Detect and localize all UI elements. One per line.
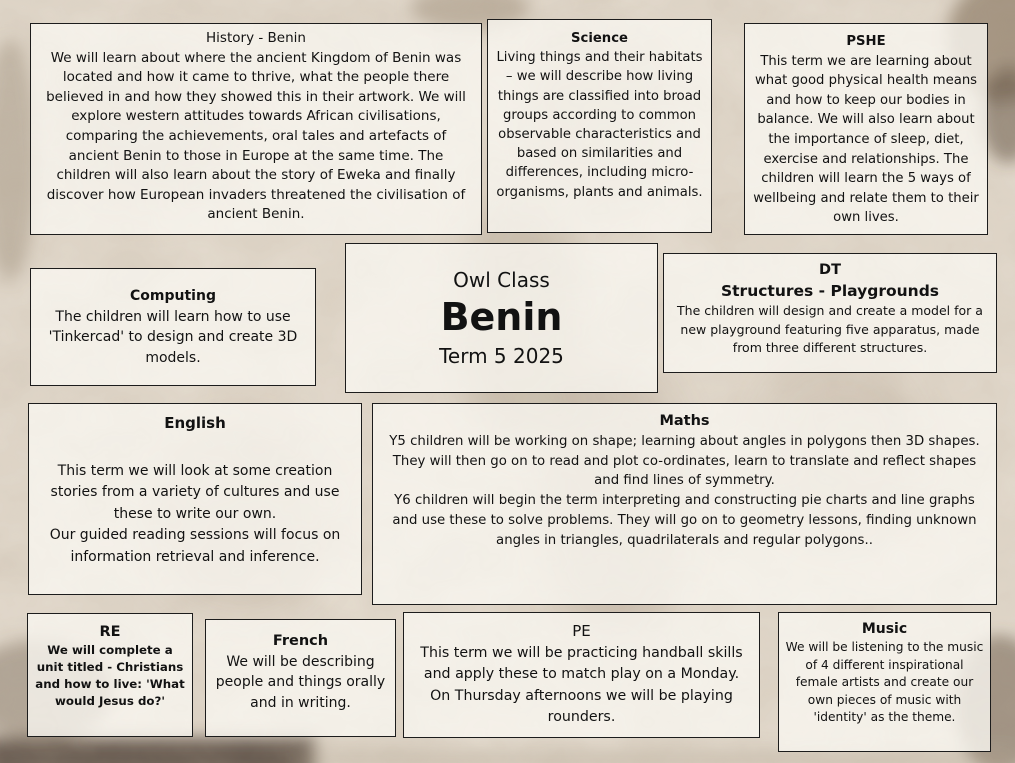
computing-title: Computing xyxy=(130,288,216,304)
re-box xyxy=(27,613,193,737)
pe-body: This term we will be practicing handball skills and apply these to match play on a Monday. On Thursday afternoons we will be playing rounders. xyxy=(420,644,743,725)
class-topic-title-box xyxy=(345,243,658,393)
re-body: We will complete a unit titled - Christians and how to live: 'What would Jesus do?' xyxy=(35,643,185,708)
english-body-1: This term we will look at some creation stories from a variety of cultures and use these to write our own. xyxy=(50,462,340,522)
english-body-2: Our guided reading sessions will focus on information retrieval and inference. xyxy=(49,527,341,565)
english-box xyxy=(28,403,362,595)
pshe-body: This term we are learning about what good physical health means and how to keep our bodies in balance. We will also learn about the importance of sleep, diet, exercise and relationships. The children will learn the 5 ways of wellbeing and relate them to their own lives. xyxy=(753,53,979,226)
computing-box xyxy=(30,268,316,386)
dt-body: The children will design and create a model for a new playground featuring five apparatus, made from three different structures. xyxy=(677,303,983,355)
maths-body-y6: Y6 children will begin the term interpreting and constructing pie charts and line graphs and use these to solve problems. They will go on to geometry lessons, finding unknown angles in triangles, quadrilaterals and regular polygons.. xyxy=(392,493,977,548)
music-box xyxy=(778,612,991,752)
dt-title: DT xyxy=(819,262,841,278)
re-title: RE xyxy=(99,624,121,640)
computing-body: The children will learn how to use 'Tinkercad' to design and create 3D models. xyxy=(48,308,298,366)
pshe-box xyxy=(744,23,988,235)
music-title: Music xyxy=(861,621,908,637)
pe-box xyxy=(403,612,760,738)
french-box xyxy=(205,619,396,737)
term-label: Term 5 2025 xyxy=(439,344,564,369)
dt-box xyxy=(663,253,997,373)
maths-box xyxy=(372,403,997,605)
science-body: Living things and their habitats – we will describe how living things are classified into broad groups according to common observable characteristics and based on similarities and differences, including micro-organisms, plants and animals. xyxy=(496,50,703,200)
dt-subtitle: Structures - Playgrounds xyxy=(720,282,940,300)
class-name: Owl Class xyxy=(453,267,550,292)
pe-title: PE xyxy=(572,622,591,640)
french-title: French xyxy=(272,633,329,649)
french-body: We will be describing people and things orally and in writing. xyxy=(215,653,386,711)
science-box xyxy=(487,19,712,233)
history-body: We will learn about where the ancient Kingdom of Benin was located and how it came to thrive, what the people there believed in and how they showed this in their artwork. We will explore western attitudes towards African civilisations, comparing the achievements, oral tales and artefacts of ancient Benin to those in Europe at the same time. The children will also learn about the story of Eweka and finally discover how European invaders threatened the civilisation of ancient Benin. xyxy=(46,49,466,223)
history-title: History - Benin xyxy=(206,30,306,46)
maths-title: Maths xyxy=(659,413,710,429)
science-title: Science xyxy=(571,31,628,46)
pshe-title: PSHE xyxy=(846,34,886,49)
history-box xyxy=(30,23,482,235)
maths-body-y5: Y5 children will be working on shape; learning about angles in polygons then 3D shapes. They will then go on to read and plot co-ordinates, learn to translate and reflect shapes and find lines of symmetry. xyxy=(389,433,980,489)
english-title: English xyxy=(164,414,226,432)
topic-title: Benin xyxy=(440,294,563,339)
music-body: We will be listening to the music of 4 different inspirational female artists and create our own pieces of music with 'identity' as the theme. xyxy=(785,640,984,725)
